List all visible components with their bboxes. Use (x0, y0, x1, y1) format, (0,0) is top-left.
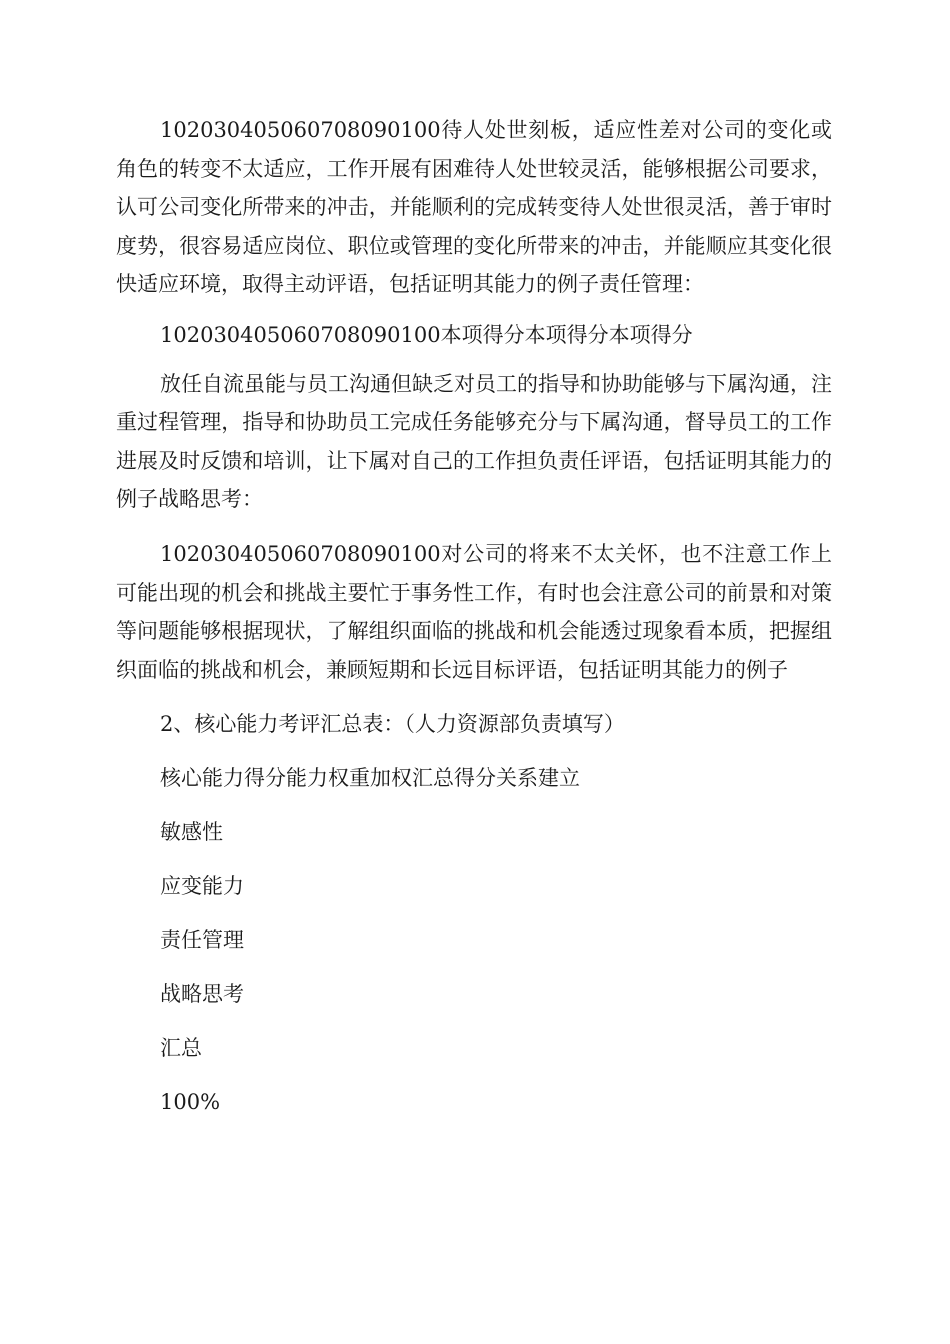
table-item-adaptability: 应变能力 (160, 873, 244, 898)
table-item-percentage: 100% (160, 1089, 221, 1114)
paragraph-strategic-thinking: 102030405060708090100对公司的将来不太关怀，也不注意工作上可能出现的机会和挑战主要忙于事务性工作，有时也会注意公司的前景和对策等问题能够根据现状，了解组织面临的挑战和机会能透过现象看本质，把握组织面临的挑战和机会，兼顾短期和长远目标评语，包括证明其能力的例子 (116, 541, 832, 682)
table-header-line: 核心能力得分能力权重加权汇总得分关系建立 (160, 765, 580, 790)
paragraph-score-row: 102030405060708090100本项得分本项得分本项得分 (160, 322, 693, 347)
paragraph-responsibility: 放任自流虽能与员工沟通但缺乏对员工的指导和协助能够与下属沟通，注重过程管理，指导和协助员工完成任务能够充分与下属沟通，督导员工的工作进展及时反馈和培训，让下属对自己的工作担负责任评语，包括证明其能力的例子战略思考： (116, 371, 832, 512)
paragraph-adaptability: 102030405060708090100待人处世刻板，适应性差对公司的变化或角色的转变不太适应，工作开展有困难待人处世较灵活，能够根据公司要求，认可公司变化所带来的冲击，并能顺利的完成转变待人处世很灵活，善于审时度势，很容易适应岗位、职位或管理的变化所带来的冲击，并能顺应其变化很快适应环境，取得主动评语，包括证明其能力的例子责任管理： (116, 118, 832, 297)
table-item-strategic-thinking: 战略思考 (160, 981, 244, 1006)
table-item-sensitivity: 敏感性 (160, 819, 223, 844)
section-heading: 2、核心能力考评汇总表：（人力资源部负责填写） (160, 711, 625, 736)
document-body (116, 111, 832, 1121)
table-item-responsibility: 责任管理 (160, 927, 244, 952)
table-item-total: 汇总 (160, 1035, 202, 1060)
